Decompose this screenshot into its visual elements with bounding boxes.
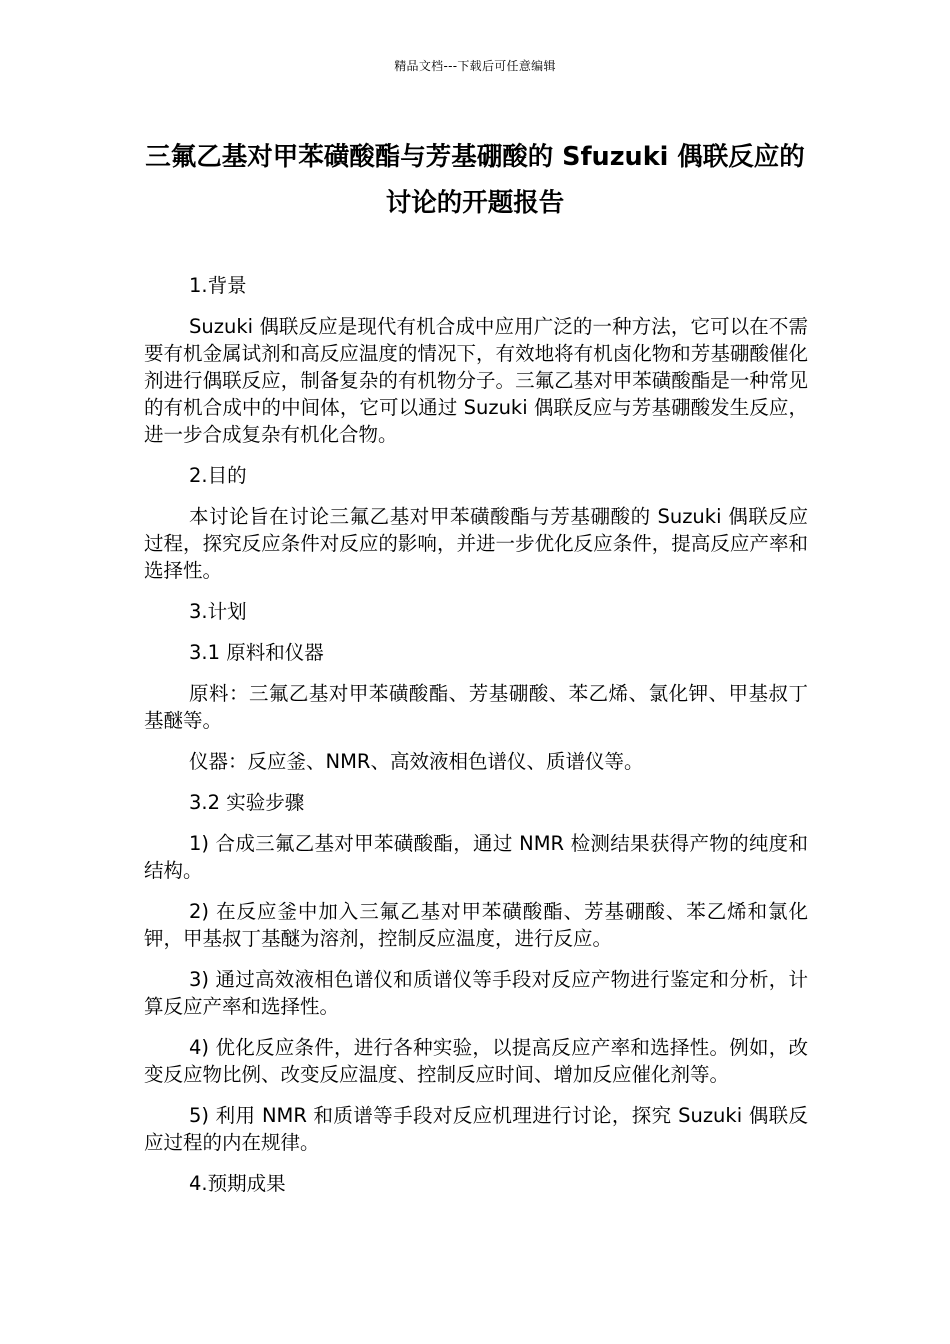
step-5: 5) 利用 NMR 和质谱等手段对反应机理进行讨论，探究 Suzuki 偶联反应过程的内在规律。: [144, 1104, 808, 1154]
step-3: 3) 通过高效液相色谱仪和质谱仪等手段对反应产物进行鉴定和分析，计算反应产率和选择性。: [144, 968, 808, 1018]
section-heading-expected-results: 4.预期成果: [189, 1172, 286, 1195]
section-heading-plan: 3.计划: [189, 600, 247, 623]
subsection-heading-steps: 3.2 实验步骤: [189, 791, 305, 814]
paragraph-instruments: 仪器：反应釜、NMR、高效液相色谱仪、质谱仪等。: [189, 750, 644, 773]
section-heading-purpose: 2.目的: [189, 464, 247, 487]
step-4: 4) 优化反应条件，进行各种实验，以提高反应产率和选择性。例如，改变反应物比例、改变反应温度、控制反应时间、增加反应催化剂等。: [144, 1036, 808, 1086]
document-title: 三氟乙基对甲苯磺酸酯与芳基硼酸的 Sfuzuki 偶联反应的讨论的开题报告: [145, 142, 805, 218]
paragraph-background: Suzuki 偶联反应是现代有机合成中应用广泛的一种方法，它可以在不需要有机金属试剂和高反应温度的情况下，有效地将有机卤化物和芳基硼酸催化剂进行偶联反应，制备复杂的有机物分子。三氟乙基对甲苯磺酸酯是一种常见的有机合成中的中间体，它可以通过 Suzuki 偶联反应与芳基硼酸发生反应，进一步合成复杂有机化合物。: [144, 315, 808, 446]
step-2: 2) 在反应釜中加入三氟乙基对甲苯磺酸酯、芳基硼酸、苯乙烯和氯化钾，甲基叔丁基醚为溶剂，控制反应温度，进行反应。: [144, 900, 808, 950]
section-heading-background: 1.背景: [189, 274, 247, 297]
document-body: [144, 272, 808, 1211]
paragraph-materials: 原料：三氟乙基对甲苯磺酸酯、芳基硼酸、苯乙烯、氯化钾、甲基叔丁基醚等。: [144, 682, 808, 732]
step-1: 1) 合成三氟乙基对甲苯磺酸酯，通过 NMR 检测结果获得产物的纯度和结构。: [144, 832, 808, 882]
header-note: 精品文档---下载后可任意编辑: [394, 59, 556, 73]
subsection-heading-materials: 3.1 原料和仪器: [189, 641, 324, 664]
paragraph-purpose: 本讨论旨在讨论三氟乙基对甲苯磺酸酯与芳基硼酸的 Suzuki 偶联反应过程，探究反应条件对反应的影响，并进一步优化反应条件，提高反应产率和选择性。: [144, 505, 808, 582]
